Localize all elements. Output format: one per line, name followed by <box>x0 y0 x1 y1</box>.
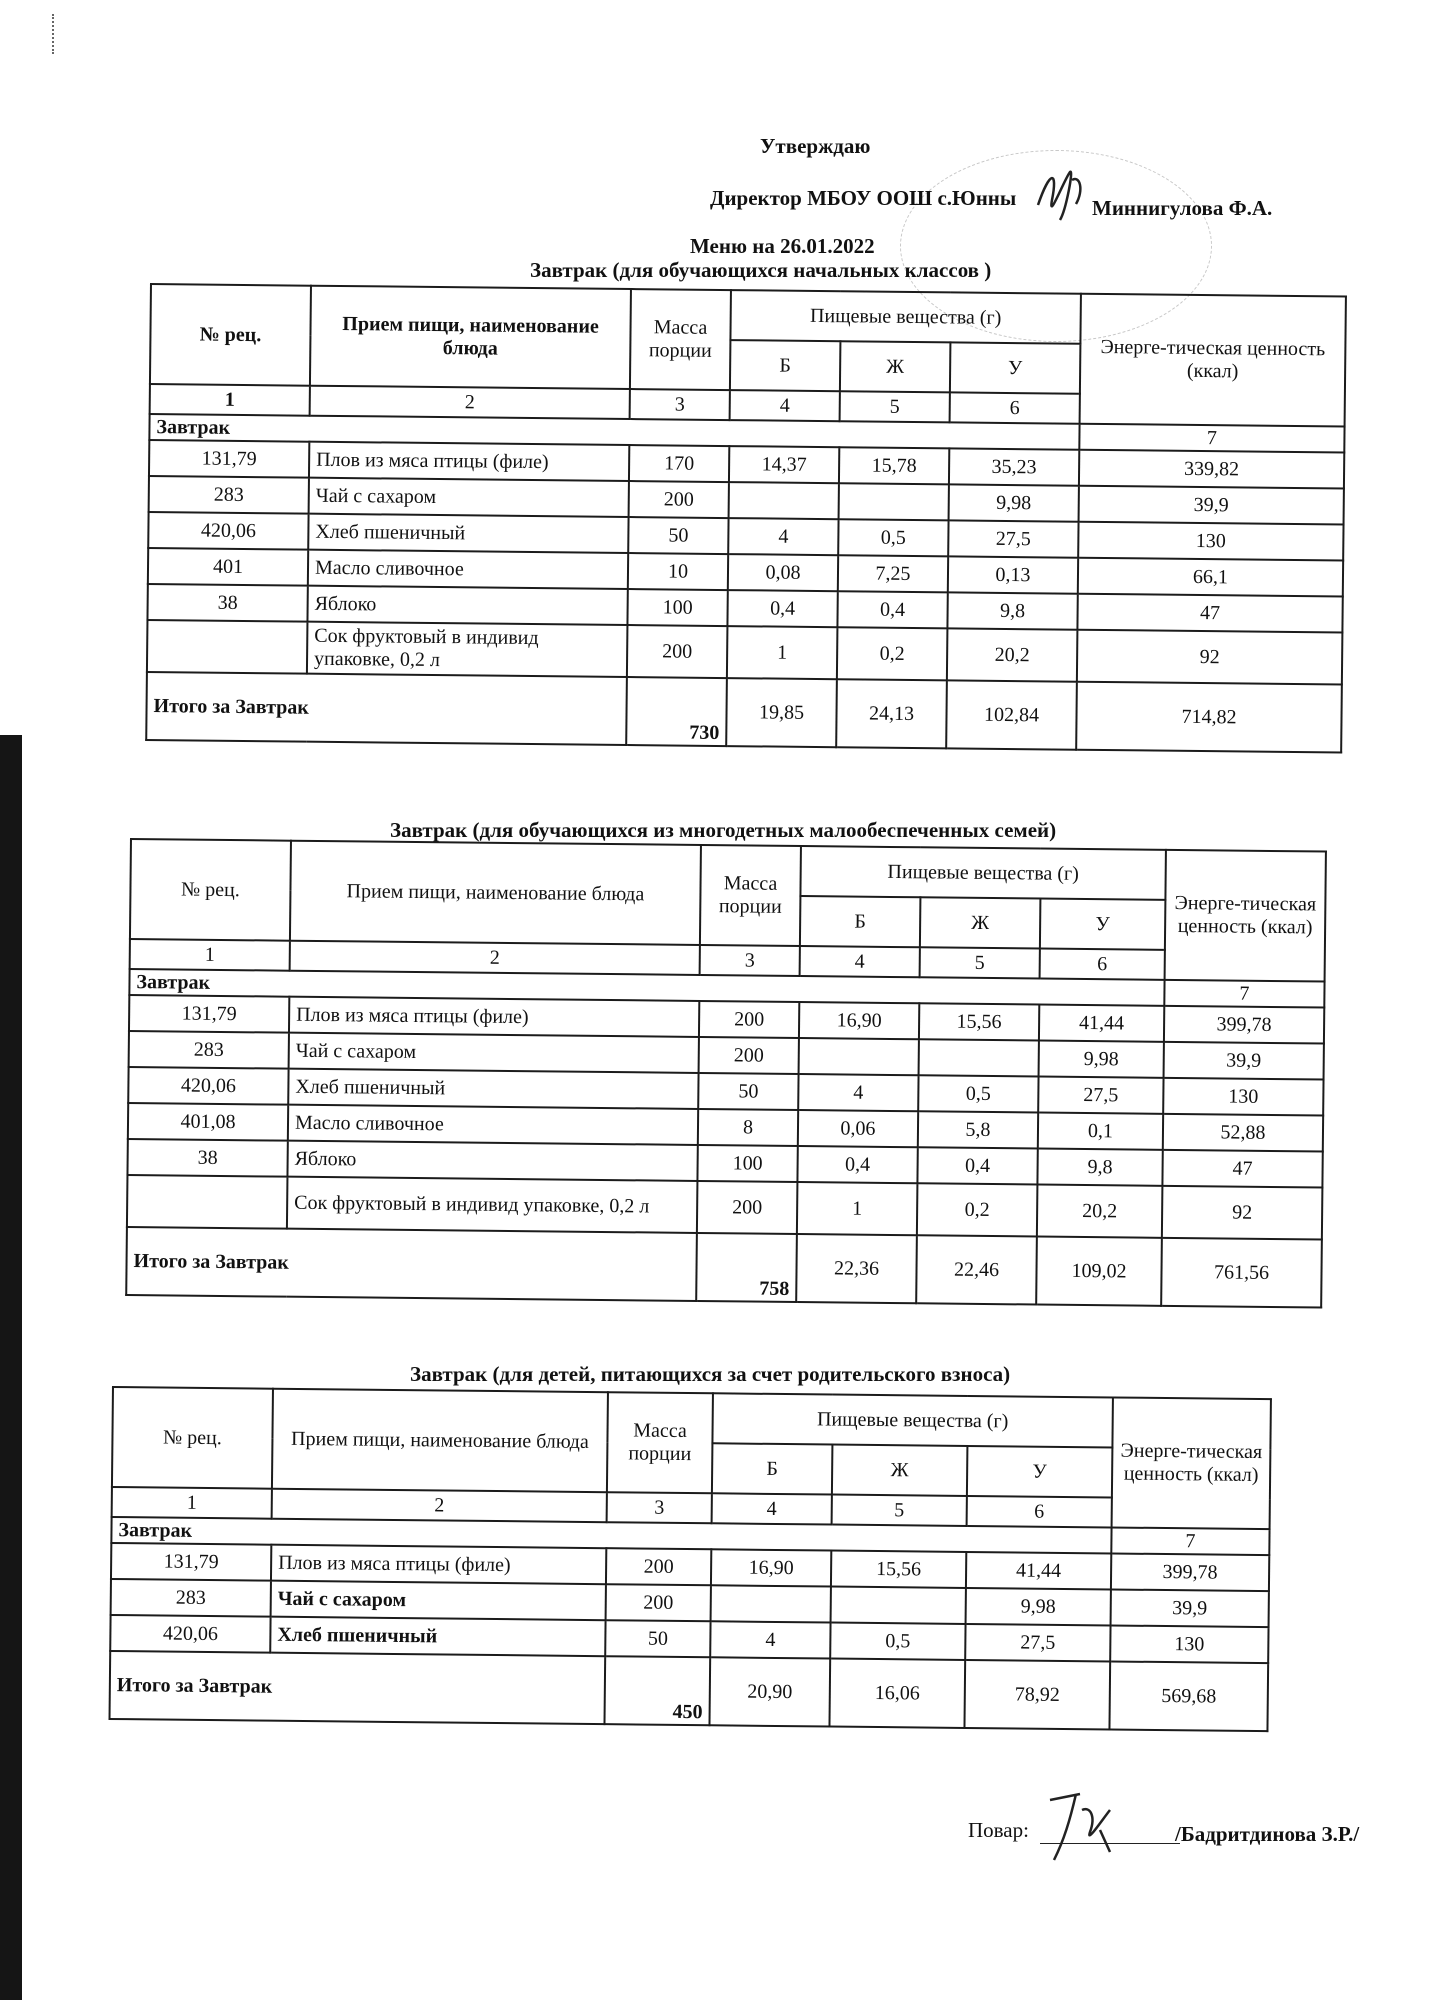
cell-u: 9,98 <box>1039 1041 1164 1078</box>
cell-mass: 200 <box>606 1584 711 1621</box>
col-header-name: Прием пищи, наименование блюда <box>310 286 631 389</box>
total-label: Итого за Завтрак <box>146 672 627 745</box>
table-title: Завтрак (для детей, питающихся за счет родительского взноса) <box>410 1362 1011 1386</box>
total-u: 78,92 <box>964 1660 1110 1730</box>
cell-name: Чай с сахаром <box>289 1033 699 1073</box>
cell-zh <box>839 483 949 520</box>
cell-kcal: 399,78 <box>1111 1553 1269 1591</box>
cell-rec: 420,06 <box>110 1615 270 1653</box>
cell-rec: 283 <box>111 1579 271 1617</box>
cell-b <box>711 1585 831 1622</box>
cell-zh: 0,2 <box>837 627 948 680</box>
col-header-energy: Энерге-тическая ценность (ккал) <box>1112 1397 1271 1529</box>
cell-mass: 200 <box>606 1548 711 1585</box>
cell-b: 4 <box>798 1074 918 1111</box>
cell-name: Масло сливочное <box>308 550 628 589</box>
cell-rec: 401 <box>148 548 308 586</box>
cell-u: 9,98 <box>966 1588 1111 1626</box>
col-header-rec: № рец. <box>112 1387 273 1489</box>
cell-zh <box>831 1587 966 1624</box>
total-zh: 24,13 <box>836 679 947 748</box>
cell-b: 0,06 <box>798 1110 918 1147</box>
total-row <box>146 672 1342 753</box>
cell-kcal: 39,9 <box>1164 1042 1324 1080</box>
menu-table-parent-paid <box>109 1386 1272 1732</box>
scan-edge-shadow <box>0 735 22 2000</box>
col-header-zh: Ж <box>920 897 1041 948</box>
cell-kcal: 130 <box>1163 1078 1323 1116</box>
col-num: 3 <box>700 945 800 976</box>
cell-kcal: 39,9 <box>1079 486 1344 525</box>
cell-mass: 200 <box>699 1037 799 1074</box>
col-num: 4 <box>800 946 920 977</box>
table-title: Завтрак (для обучающихся начальных классов ) <box>530 258 992 282</box>
col-header-rec: № рец. <box>130 839 291 941</box>
cell-kcal: 47 <box>1077 594 1342 633</box>
col-header-u: У <box>1040 899 1166 950</box>
cell-zh: 0,5 <box>830 1623 965 1660</box>
col-header-energy: Энерге-тическая ценность (ккал) <box>1165 850 1326 982</box>
section-label: Завтрак <box>149 414 1079 450</box>
cell-mass: 50 <box>605 1620 710 1657</box>
cell-zh: 0,4 <box>837 591 947 628</box>
col-header-u: У <box>950 342 1081 393</box>
cell-zh: 0,5 <box>918 1075 1038 1112</box>
cell-rec: 131,79 <box>111 1543 271 1581</box>
cell-name: Чай с сахаром <box>309 478 629 517</box>
col-header-u: У <box>967 1446 1113 1498</box>
cell-name: Хлеб пшеничный <box>288 1069 698 1109</box>
total-kcal: 569,68 <box>1109 1661 1268 1731</box>
cell-kcal: 47 <box>1162 1150 1322 1188</box>
cell-u: 27,5 <box>1038 1077 1163 1114</box>
cell-b: 16,90 <box>799 1002 919 1039</box>
cell-b: 0,4 <box>797 1146 917 1183</box>
cell-u: 20,2 <box>1037 1185 1163 1238</box>
cell-mass: 170 <box>629 445 729 482</box>
cell-b: 16,90 <box>711 1549 831 1586</box>
cell-b: 0,4 <box>727 590 837 627</box>
cell-mass: 200 <box>627 625 728 678</box>
col-num: 3 <box>630 389 730 420</box>
cell-u: 41,44 <box>1039 1005 1164 1042</box>
approve-label: Утверждаю <box>760 134 871 158</box>
total-zh: 16,06 <box>829 1659 965 1728</box>
section-label: Завтрак <box>111 1517 1111 1553</box>
cell-mass: 10 <box>628 553 728 590</box>
total-mass: 758 <box>696 1233 797 1302</box>
col-header-nutrients: Пищевые вещества (г) <box>800 846 1166 900</box>
col-num: 7 <box>1079 424 1344 453</box>
col-header-mass: Масса порции <box>700 845 801 946</box>
cell-name: Яблоко <box>307 586 627 625</box>
cell-mass: 200 <box>697 1181 798 1234</box>
cell-kcal: 52,88 <box>1163 1114 1323 1152</box>
cell-name: Плов из мяса птицы (филе) <box>309 442 629 481</box>
cell-kcal: 339,82 <box>1079 450 1344 489</box>
director-title: Директор МБОУ ООШ с.Юнны <box>710 186 1017 210</box>
cell-mass: 100 <box>627 589 727 626</box>
cook-signature <box>1040 1780 1130 1870</box>
col-num: 1 <box>112 1487 272 1519</box>
cell-name: Плов из мяса птицы (филе) <box>289 997 699 1037</box>
col-num: 3 <box>607 1492 712 1523</box>
col-num: 1 <box>150 384 310 416</box>
col-header-name: Прием пищи, наименование блюда <box>290 841 701 945</box>
cell-zh: 0,4 <box>917 1147 1037 1184</box>
col-num: 1 <box>130 939 290 971</box>
cell-zh <box>919 1039 1039 1076</box>
cell-mass: 8 <box>698 1109 798 1146</box>
cell-rec: 131,79 <box>129 995 289 1033</box>
total-label: Итого за Завтрак <box>126 1227 697 1301</box>
cell-u: 9,8 <box>947 592 1077 629</box>
cell-rec: 420,06 <box>148 512 308 550</box>
cell-name: Чай с сахаром <box>271 1581 606 1621</box>
col-num: 4 <box>712 1493 832 1524</box>
col-num: 2 <box>272 1489 607 1523</box>
cook-label: Повар: <box>968 1818 1029 1842</box>
col-num: 7 <box>1164 980 1324 1008</box>
cell-kcal: 66,1 <box>1078 558 1343 597</box>
cell-b <box>729 482 839 519</box>
total-label: Итого за Завтрак <box>110 1651 606 1724</box>
cell-rec <box>147 620 308 674</box>
cell-kcal: 92 <box>1162 1186 1323 1240</box>
cell-mass: 100 <box>697 1145 797 1182</box>
total-kcal: 761,56 <box>1161 1238 1322 1308</box>
cell-u: 9,8 <box>1037 1149 1162 1186</box>
total-u: 102,84 <box>946 680 1077 749</box>
cell-u: 35,23 <box>949 448 1079 485</box>
cell-name: Плов из мяса птицы (филе) <box>271 1545 606 1585</box>
col-num: 7 <box>1111 1527 1269 1555</box>
cell-rec: 401,08 <box>128 1103 288 1141</box>
total-b: 19,85 <box>726 678 837 747</box>
cell-u: 0,13 <box>948 556 1078 593</box>
cell-b: 14,37 <box>729 446 839 483</box>
cell-zh: 5,8 <box>918 1111 1038 1148</box>
total-b: 20,90 <box>709 1657 830 1726</box>
cell-zh: 0,2 <box>917 1183 1038 1236</box>
cell-mass: 200 <box>629 481 729 518</box>
cell-rec: 38 <box>127 1139 287 1177</box>
cell-mass: 50 <box>628 517 728 554</box>
total-u: 109,02 <box>1036 1237 1162 1306</box>
col-num: 6 <box>967 1496 1112 1528</box>
signature-line <box>1040 1843 1180 1844</box>
cell-mass: 200 <box>699 1001 799 1038</box>
col-header-nutrients: Пищевые вещества (г) <box>712 1393 1113 1447</box>
col-header-name: Прием пищи, наименование блюда <box>272 1389 608 1493</box>
total-mass: 730 <box>626 677 727 746</box>
col-num: 5 <box>920 947 1040 978</box>
cell-rec: 283 <box>129 1031 289 1069</box>
cell-rec <box>127 1175 288 1229</box>
cell-b: 1 <box>797 1182 918 1235</box>
cell-rec: 420,06 <box>128 1067 288 1105</box>
cell-u: 0,1 <box>1038 1113 1163 1150</box>
col-num: 5 <box>840 391 950 422</box>
cell-kcal: 39,9 <box>1111 1589 1269 1627</box>
menu-date: Меню на 26.01.2022 <box>690 234 875 258</box>
cell-name: Хлеб пшеничный <box>270 1617 605 1657</box>
col-num: 6 <box>950 392 1080 423</box>
cell-rec: 283 <box>149 476 309 514</box>
cook-name: /Бадритдинова З.Р./ <box>1175 1822 1360 1846</box>
cell-b <box>799 1038 919 1075</box>
col-header-mass: Масса порции <box>630 289 731 390</box>
cell-name: Сок фруктовый в индивид упаковке, 0,2 л <box>307 622 628 677</box>
cell-b: 1 <box>727 626 838 679</box>
cell-name: Хлеб пшеничный <box>308 514 628 553</box>
total-b: 22,36 <box>796 1234 917 1303</box>
scan-dots <box>52 14 58 54</box>
cell-zh: 7,25 <box>838 555 948 592</box>
section-label: Завтрак <box>129 969 1164 1006</box>
cell-name: Масло сливочное <box>288 1105 698 1145</box>
cell-b: 0,08 <box>728 554 838 591</box>
cell-kcal: 130 <box>1078 522 1343 561</box>
col-num: 2 <box>290 941 700 975</box>
total-mass: 450 <box>604 1656 710 1725</box>
cell-b: 4 <box>710 1621 830 1658</box>
cell-name: Сок фруктовый в индивид упаковке, 0,2 л <box>287 1177 698 1233</box>
total-zh: 22,46 <box>916 1235 1037 1304</box>
cell-zh: 0,5 <box>838 519 948 556</box>
cell-zh: 15,56 <box>919 1003 1039 1040</box>
cell-kcal: 399,78 <box>1164 1006 1324 1044</box>
col-header-zh: Ж <box>840 341 951 392</box>
total-kcal: 714,82 <box>1076 682 1342 753</box>
cell-u: 9,98 <box>949 484 1079 521</box>
cell-kcal: 130 <box>1110 1625 1268 1663</box>
director-signature <box>1030 160 1090 230</box>
col-num: 6 <box>1040 949 1165 980</box>
col-header-b: Б <box>712 1443 833 1494</box>
cell-mass: 50 <box>698 1073 798 1110</box>
col-header-energy: Энерге-тическая ценность (ккал) <box>1080 294 1346 427</box>
cell-name: Яблоко <box>287 1141 697 1181</box>
table-title: Завтрак (для обучающихся из многодетных малообеспеченных семей) <box>390 818 1057 842</box>
menu-table-large-families <box>125 838 1327 1309</box>
cell-rec: 131,79 <box>149 440 309 478</box>
cell-zh: 15,56 <box>831 1551 966 1588</box>
director-name: Миннигулова Ф.А. <box>1092 196 1273 220</box>
col-header-rec: № рец. <box>150 284 311 386</box>
cell-u: 41,44 <box>966 1552 1111 1590</box>
cell-kcal: 92 <box>1077 630 1343 685</box>
menu-table-primary <box>145 283 1347 754</box>
col-header-zh: Ж <box>832 1445 968 1496</box>
col-header-nutrients: Пищевые вещества (г) <box>730 290 1081 344</box>
cell-u: 20,2 <box>947 628 1078 681</box>
total-row <box>126 1227 1322 1308</box>
col-num: 4 <box>730 390 840 421</box>
cell-rec: 38 <box>147 584 307 622</box>
cell-u: 27,5 <box>965 1624 1110 1662</box>
col-header-b: Б <box>730 340 841 391</box>
cell-u: 27,5 <box>948 520 1078 557</box>
col-num: 2 <box>310 386 630 419</box>
total-row <box>110 1651 1269 1731</box>
col-header-mass: Масса порции <box>607 1392 713 1493</box>
col-header-b: Б <box>800 896 921 947</box>
cell-b: 4 <box>728 518 838 555</box>
col-num: 5 <box>832 1495 967 1526</box>
cell-zh: 15,78 <box>839 447 949 484</box>
